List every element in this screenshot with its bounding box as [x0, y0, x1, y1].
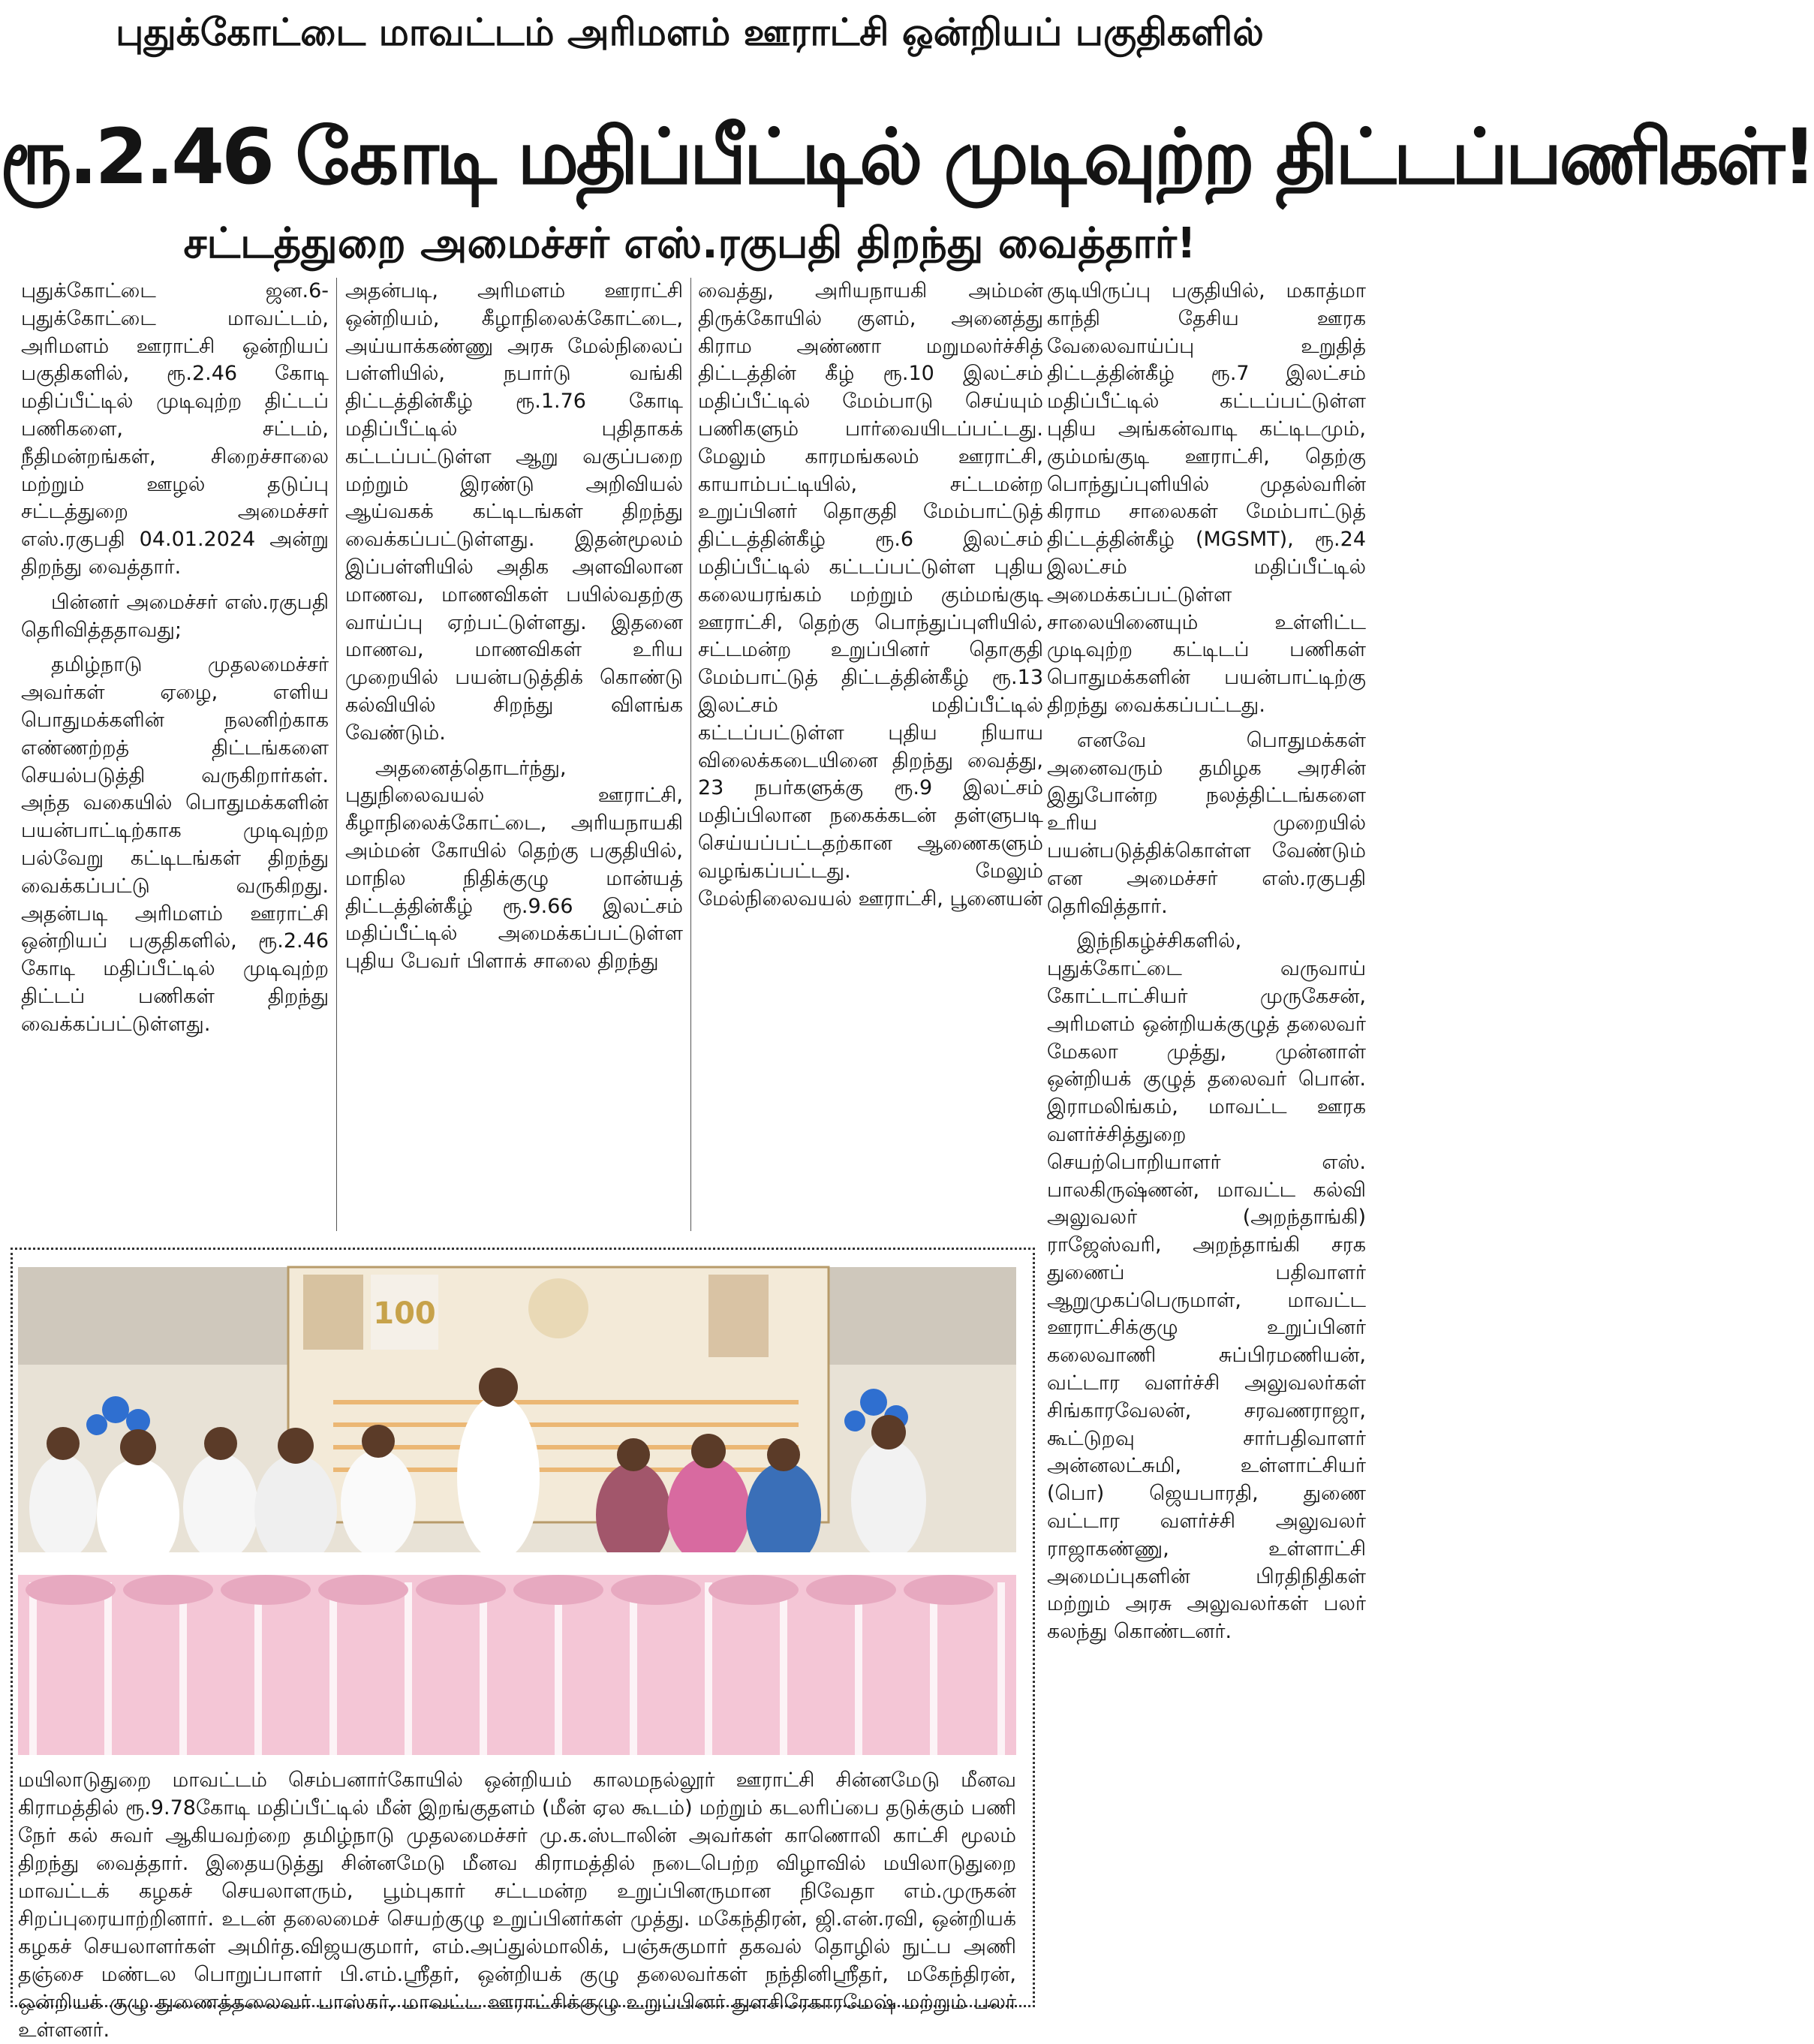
- event-photo: [18, 1267, 1016, 1755]
- paragraph: இந்நிகழ்ச்சிகளில், புதுக்கோட்டை வருவாய் கோட்டாட்சியர் முருகேசன், அரிமளம் ஒன்றியக்குழுத் தலைவர் மேகலா முத்து, முன்னாள் ஒன்றியக் குழுத் தலைவர் பொன். இராமலிங்கம், மாவட்ட ஊரக வளர்ச்சித்துறை செயற்பொறியாளர் எஸ். பாலகிருஷ்ணன், மாவட்ட கல்வி அலுவலர் (அறந்தாங்கி) ராஜேஸ்வரி, அறந்தாங்கி சரக துணைப் பதிவாளர் ஆறுமுகப்பெருமாள், மாவட்ட ஊராட்சிக்குழு உறுப்பினர் கலைவாணி சுப்பிரமணியன், வட்டார வளர்ச்சி அலுவலர்கள் சிங்காரவேலன், சரவணராஜா, கூட்டுறவு சார்பதிவாளர் அன்னலட்சுமி, உள்ளாட்சியர் (பொ) ஜெயபாரதி, துணை வட்டார வளர்ச்சி அலுவலர் ராஜாகண்ணு, உள்ளாட்சி அமைப்புகளின் பிரதிநிதிகள் மற்றும் அரசு அலுவலர்கள் பலர் கலந்து கொண்டனர்.: [1047, 929, 1366, 1644]
- paragraph: பின்னர் அமைச்சர் எஸ்.ரகுபதி தெரிவித்ததாவது;: [21, 590, 329, 642]
- article-column-3: [698, 278, 1043, 1231]
- column-divider: [690, 278, 691, 1231]
- article-column-2: [345, 278, 683, 1231]
- paragraph: குடியிருப்பு பகுதியில், மகாத்மா காந்தி தேசிய ஊரக வேலைவாய்ப்பு உறுதித் திட்டத்தின்கீழ் ரூ.7 இலட்சம் மதிப்பீட்டில் கட்டப்பட்டுள்ள புதிய அங்கன்வாடி கட்டிடமும், கும்மங்குடி ஊராட்சி, தெற்கு பொந்துப்புளியில் முதல்வரின் கிராம சாலைகள் மேம்பாட்டுத் திட்டத்தின்கீழ் (MGSMT), ரூ.24 இலட்சம் மதிப்பீட்டில் அமைக்கப்பட்டுள்ள சாலையினையும் உள்ளிட்ட முடிவுற்ற கட்டிடப் பணிகள் பொதுமக்களின் பயன்பாட்டிற்கு திறந்து வைக்கப்பட்டது.: [1047, 279, 1366, 717]
- sub-headline: சட்டத்துறை அமைச்சர் எஸ்.ரகுபதி திறந்து வைத்தார்!: [183, 219, 1196, 268]
- paragraph: வைத்து, அரியநாயகி அம்மன் திருக்கோயில் குளம், அனைத்து கிராம அண்ணா மறுமலர்ச்சித் திட்டத்தின் கீழ் ரூ.10 இலட்சம் மதிப்பீட்டில் மேம்பாடு செய்யும் பணிகளும் பார்வையிடப்பட்டது. மேலும் காரமங்கலம் ஊராட்சி, காயாம்பட்டியில், சட்டமன்ற உறுப்பினர் தொகுதி மேம்பாட்டுத் திட்டத்தின்கீழ் ரூ.6 இலட்சம் மதிப்பீட்டில் கட்டப்பட்டுள்ள புதிய கலையரங்கம் மற்றும் கும்மங்குடி ஊராட்சி, தெற்கு பொந்துப்புளியில், சட்டமன்ற உறுப்பினர் தொகுதி மேம்பாட்டுத் திட்டத்தின்கீழ் ரூ.13 இலட்சம் மதிப்பீட்டில் கட்டப்பட்டுள்ள புதிய நியாய விலைக்கடையினை திறந்து வைத்து, 23 நபர்களுக்கு ரூ.9 இலட்சம் மதிப்பிலான நகைக்கடன் தள்ளுபடி செய்யப்பட்டதற்கான ஆணைகளும் வழங்கப்பட்டது. மேலும் மேல்நிலைவயல் ஊராட்சி, பூனையன்: [698, 279, 1043, 911]
- column-divider: [336, 278, 337, 1231]
- paragraph: புதுக்கோட்டை ஜன.6- புதுக்கோட்டை மாவட்டம், அரிமளம் ஊராட்சி ஒன்றியப் பகுதிகளில், ரூ.2.46 கோடி மதிப்பீட்டில் முடிவுற்ற திட்டப் பணிகளை, சட்டம், நீதிமன்றங்கள், சிறைச்சாலை மற்றும் ஊழல் தடுப்பு சட்டத்துறை அமைச்சர் எஸ்.ரகுபதி 04.01.2024 அன்று திறந்து வைத்தார்.: [21, 279, 329, 579]
- banner-number: 100: [373, 1296, 436, 1331]
- event-photo-illustration: [18, 1267, 1016, 1755]
- main-headline: ரூ.2.46 கோடி மதிப்பீட்டில் முடிவுற்ற திட்டப்பணிகள்!: [0, 113, 1814, 202]
- article-column-4: [1047, 278, 1366, 2004]
- article-column-1: [21, 278, 329, 1231]
- paragraph: அதன்படி, அரிமளம் ஊராட்சி ஒன்றியம், கீழாநிலைக்கோட்டை, அய்யாக்கண்ணு அரசு மேல்நிலைப் பள்ளியில், நபார்டு வங்கி திட்டத்தின்கீழ் ரூ.1.76 கோடி மதிப்பீட்டில் புதிதாகக் கட்டப்பட்டுள்ள ஆறு வகுப்பறை மற்றும் இரண்டு அறிவியல் ஆய்வகக் கட்டிடங்கள் திறந்து வைக்கப்பட்டுள்ளது. இதன்மூலம் இப்பள்ளியில் அதிக அளவிலான மாணவ, மாணவிகள் பயில்வதற்கு வாய்ப்பு ஏற்பட்டுள்ளது. இதனை மாணவ, மாணவிகள் உரிய முறையில் பயன்படுத்திக் கொண்டு கல்வியில் சிறந்து விளங்க வேண்டும்.: [345, 279, 683, 745]
- paragraph: தமிழ்நாடு முதலமைச்சர் அவர்கள் ஏழை, எளிய பொதுமக்களின் நலனிற்காக எண்ணற்றத் திட்டங்களை செயல்படுத்தி வருகிறார்கள். அந்த வகையில் பொதுமக்களின் பயன்பாட்டிற்காக முடிவுற்ற பல்வேறு கட்டிடங்கள் திறந்து வைக்கப்பட்டு வருகிறது. அதன்படி அரிமளம் ஊராட்சி ஒன்றியப் பகுதிகளில், ரூ.2.46 கோடி மதிப்பீட்டில் முடிவுற்ற திட்டப் பணிகள் திறந்து வைக்கப்பட்டுள்ளது.: [21, 653, 329, 1036]
- paragraph: எனவே பொதுமக்கள் அனைவரும் தமிழக அரசின் இதுபோன்ற நலத்திட்டங்களை உரிய முறையில் பயன்படுத்திக்கொள்ள வேண்டும் என அமைச்சர் எஸ்.ரகுபதி தெரிவித்தார்.: [1047, 728, 1366, 918]
- paragraph: அதனைத்தொடர்ந்து, புதுநிலைவயல் ஊராட்சி, கீழாநிலைக்கோட்டை, அரியநாயகி அம்மன் கோயில் தெற்கு பகுதியில், மாநில நிதிக்குழு மான்யத் திட்டத்தின்கீழ் ரூ.9.66 இலட்சம் மதிப்பீட்டில் அமைக்கப்பட்டுள்ள புதிய பேவர் பிளாக் சாலை திறந்து: [345, 756, 683, 974]
- photo-caption: மயிலாடுதுறை மாவட்டம் செம்பனார்கோயில் ஒன்றியம் காலமநல்லூர் ஊராட்சி சின்னமேடு மீனவ கிராமத்தில் ரூ.9.78கோடி மதிப்பீட்டில் மீன் இறங்குதளம் (மீன் ஏல கூடம்) மற்றும் கடலரிப்பை தடுக்கும் பணி நேர் கல் சுவர் ஆகியவற்றை தமிழ்நாடு முதலமைச்சர் மு.க.ஸ்டாலின் அவர்கள் காணொலி காட்சி மூலம் திறந்து வைத்தார். இதையடுத்து சின்னமேடு மீனவ கிராமத்தில் நடைபெற்ற விழாவில் மயிலாடுதுறை மாவட்டக் கழகச் செயலாளரும், பூம்புகார் சட்டமன்ற உறுப்பினருமான நிவேதா எம்.முருகன் சிறப்புரையாற்றினார். உடன் தலைமைச் செயற்குழு உறுப்பினர்கள் முத்து. மகேந்திரன், ஜி.என்.ரவி, ஒன்றியக் கழகச் செயலாளர்கள் அமிர்த.விஜயகுமார், எம்.அப்துல்மாலிக், பஞ்சுகுமார் தகவல் தொழில் நுட்ப அணி தஞ்சை மண்டல பொறுப்பாளர் பி.எம்.ஸ்ரீதர், ஒன்றியக் குழு தலைவர்கள் நந்தினிஸ்ரீதர், மகேந்திரன், ஒன்றியக் குழு துணைத்தலைவர் பாஸ்கர், மாவட்ட ஊராட்சிக்குழு உறுப்பினர் துளசிரேகாரமேஷ் மற்றும் பலர் உள்ளனர்.: [18, 1769, 1016, 2042]
- kicker-headline: புதுக்கோட்டை மாவட்டம் அரிமளம் ஊராட்சி ஒன்றியப் பகுதிகளில்: [116, 11, 1264, 54]
